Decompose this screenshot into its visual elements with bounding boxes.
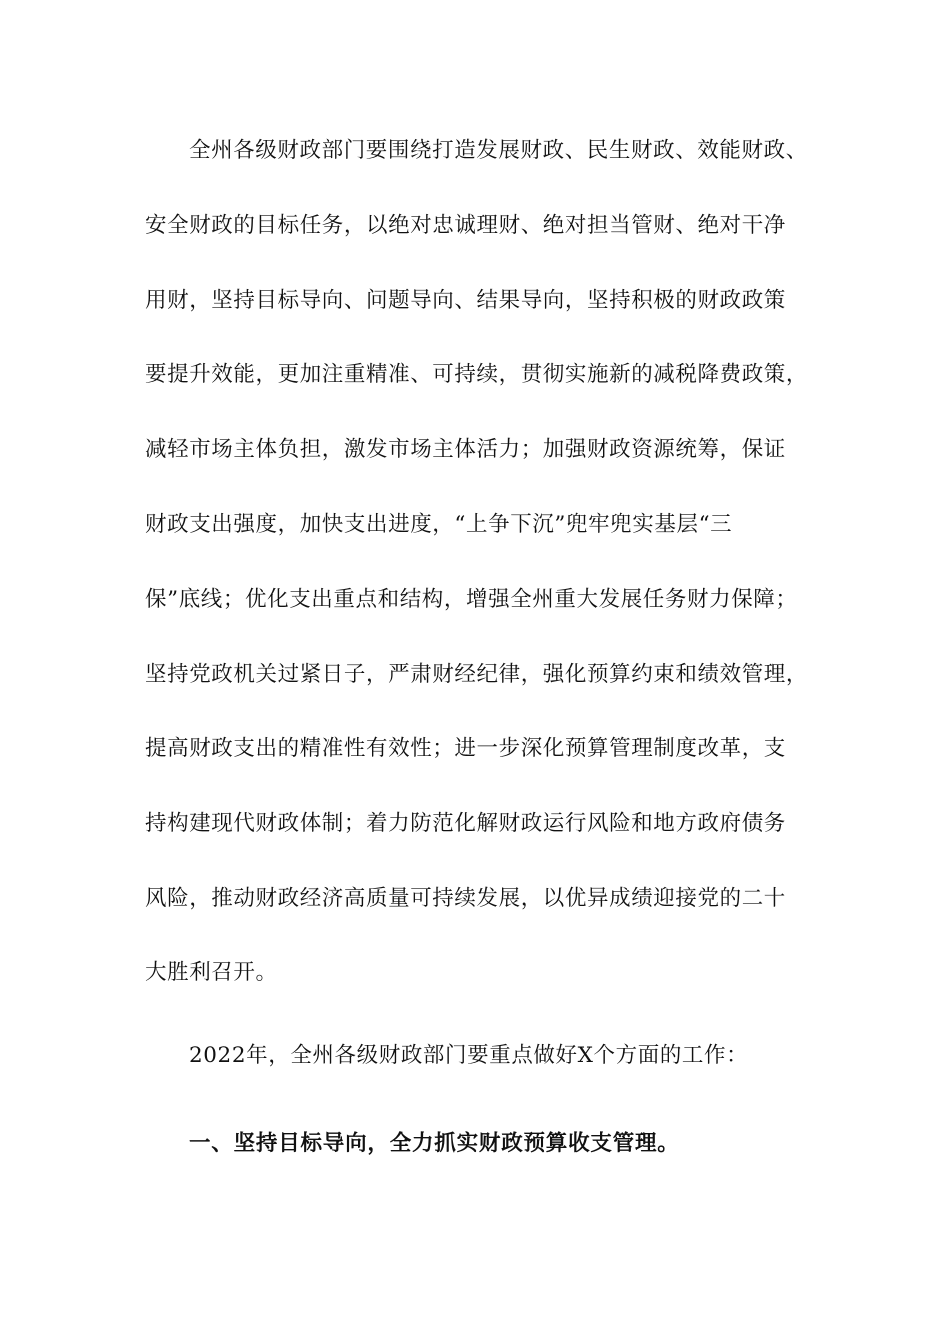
paragraph-line: 全州各级财政部门要围绕打造发展财政、民生财政、效能财政、 (189, 138, 808, 163)
paragraph-line: 保”底线；优化支出重点和结构，增强全州重大发展任务财力保障； (145, 587, 798, 612)
paragraph-line: 坚持党政机关过紧日子，严肃财经纪律，强化预算约束和绩效管理， (145, 662, 809, 687)
paragraph-line: 安全财政的目标任务，以绝对忠诚理财、绝对担当管财、绝对干净 (145, 213, 786, 238)
paragraph-line: 提高财政支出的精准性有效性；进一步深化预算管理制度改革，支 (145, 736, 786, 761)
paragraph-line: 用财，坚持目标导向、问题导向、结果导向，坚持积极的财政政策 (145, 288, 786, 313)
paragraph-line: 2022年，全州各级财政部门要重点做好X个方面的工作： (189, 1043, 749, 1068)
paragraph-line: 财政支出强度，加快支出进度，“上争下沉”兜牢兜实基层“三 (145, 512, 733, 537)
section-heading: 一、坚持目标导向，全力抓实财政预算收支管理。 (189, 1131, 680, 1156)
paragraph-line: 大胜利召开。 (145, 960, 278, 985)
paragraph-line: 风险，推动财政经济高质量可持续发展，以优异成绩迎接党的二十 (145, 886, 786, 911)
paragraph-line: 减轻市场主体负担，激发市场主体活力；加强财政资源统筹，保证 (145, 437, 786, 462)
paragraph-line: 持构建现代财政体制；着力防范化解财政运行风险和地方政府债务 (145, 811, 786, 836)
paragraph-line: 要提升效能，更加注重精准、可持续，贯彻实施新的减税降费政策， (145, 362, 809, 387)
